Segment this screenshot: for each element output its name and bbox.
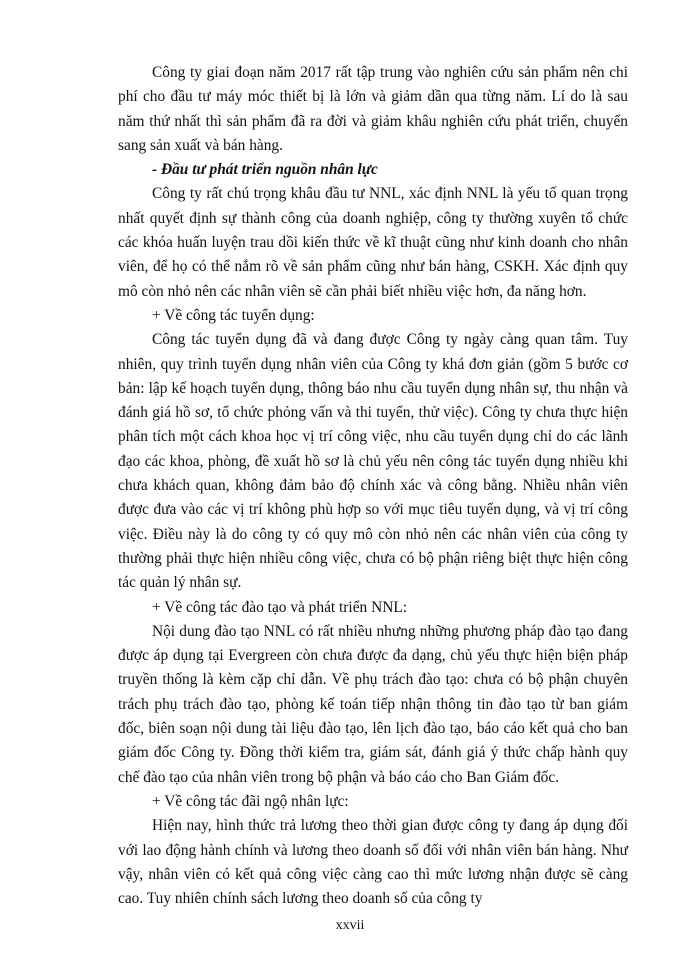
subheading-compensation: + Về công tác đãi ngộ nhân lực: [152, 792, 349, 810]
subheading-recruitment: + Về công tác tuyển dụng: [152, 306, 315, 324]
section-heading: - Đầu tư phát triển nguồn nhân lực [152, 161, 378, 179]
paragraph-training: Nội dung đào tạo NNL có rất nhiều nhưng những phương pháp đào tạo đang được áp dụng tại Evergreen còn chưa được đa dạng, chủ yếu thực hiện biện pháp truyền thống là kèm cặp chỉ dẫn. Về phụ trách đào tạo: chưa có bộ phận chuyên trách phụ trách đào tạo, phòng kế toán tiếp nhận thông tin đào tạo từ ban giám đốc, biên soạn nội dung tài liệu đào tạo, lên lịch đào tạo, báo cáo kết quả cho ban giám đốc Công ty. Đồng thời kiểm tra, giám sát, đánh giá ý thức chấp hành quy chế đào tạo của nhân viên trong bộ phận và báo cáo cho Ban Giám đốc. [118, 622, 628, 786]
paragraph-investment-period: Công ty giai đoạn năm 2017 rất tập trung vào nghiên cứu sản phẩm nên chi phí cho đầu tư máy móc thiết bị là lớn và giảm dần qua từng năm. Lí do là sau năm thứ nhất thì sản phẩm đã ra đời và giảm khâu nghiên cứu phát triển, chuyển sang sản xuất và bán hàng. [118, 64, 628, 154]
subheading-training: + Về công tác đào tạo và phát triển NNL: [152, 598, 407, 616]
paragraph-recruitment: Công tác tuyển dụng đã và đang được Công ty ngày càng quan tâm. Tuy nhiên, quy trình tuyển dụng nhân viên của Công ty khá đơn giản (gồm 5 bước cơ bản: lập kế hoạch tuyển dụng, thông báo nhu cầu tuyển dụng nhân sự, thu nhận và đánh giá hồ sơ, tổ chức phỏng vấn và thi tuyển, thử việc). Công ty chưa thực hiện phân tích một cách khoa học vị trí công việc, nhu cầu tuyển dụng chỉ do các lãnh đạo các khoa, phòng, đề xuất hồ sơ là chủ yếu nên công tác tuyển dụng nhiều khi chưa khách quan, không đảm bảo độ chính xác và công bằng. Nhiều nhân viên được đưa vào các vị trí không phù hợp so với mục tiêu tuyển dụng, và vị trí công việc. Điều này là do công ty có quy mô còn nhỏ nên các nhân viên của công ty thường phải thực hiện nhiều công việc, chưa có bộ phận riêng biệt thực hiện công tác quản lý nhân sự. [118, 331, 628, 592]
paragraph-hr-investment: Công ty rất chú trọng khâu đầu tư NNL, xác định NNL là yếu tố quan trọng nhất quyết định sự thành công của doanh nghiệp, công ty thường xuyên tổ chức các khóa huấn luyện trau dồi kiến thức về kĩ thuật cũng như kinh doanh cho nhân viên, để họ có thể nắm rõ về sản phẩm cũng như bán hàng, CSKH. Xác định quy mô còn nhỏ nên các nhân viên sẽ cần phải biết nhiều việc hơn, đa năng hơn. [118, 185, 628, 300]
document-body [118, 61, 628, 911]
page-number: xxvii [335, 918, 365, 933]
paragraph-compensation: Hiện nay, hình thức trả lương theo thời gian được công ty đang áp dụng đối với lao động hành chính và lương theo doanh số đối với nhân viên bán hàng. Như vậy, nhân viên có kết quả công việc càng cao thì mức lương nhận được sẽ càng cao. Tuy nhiên chính sách lương theo doanh số của công ty [118, 817, 628, 908]
